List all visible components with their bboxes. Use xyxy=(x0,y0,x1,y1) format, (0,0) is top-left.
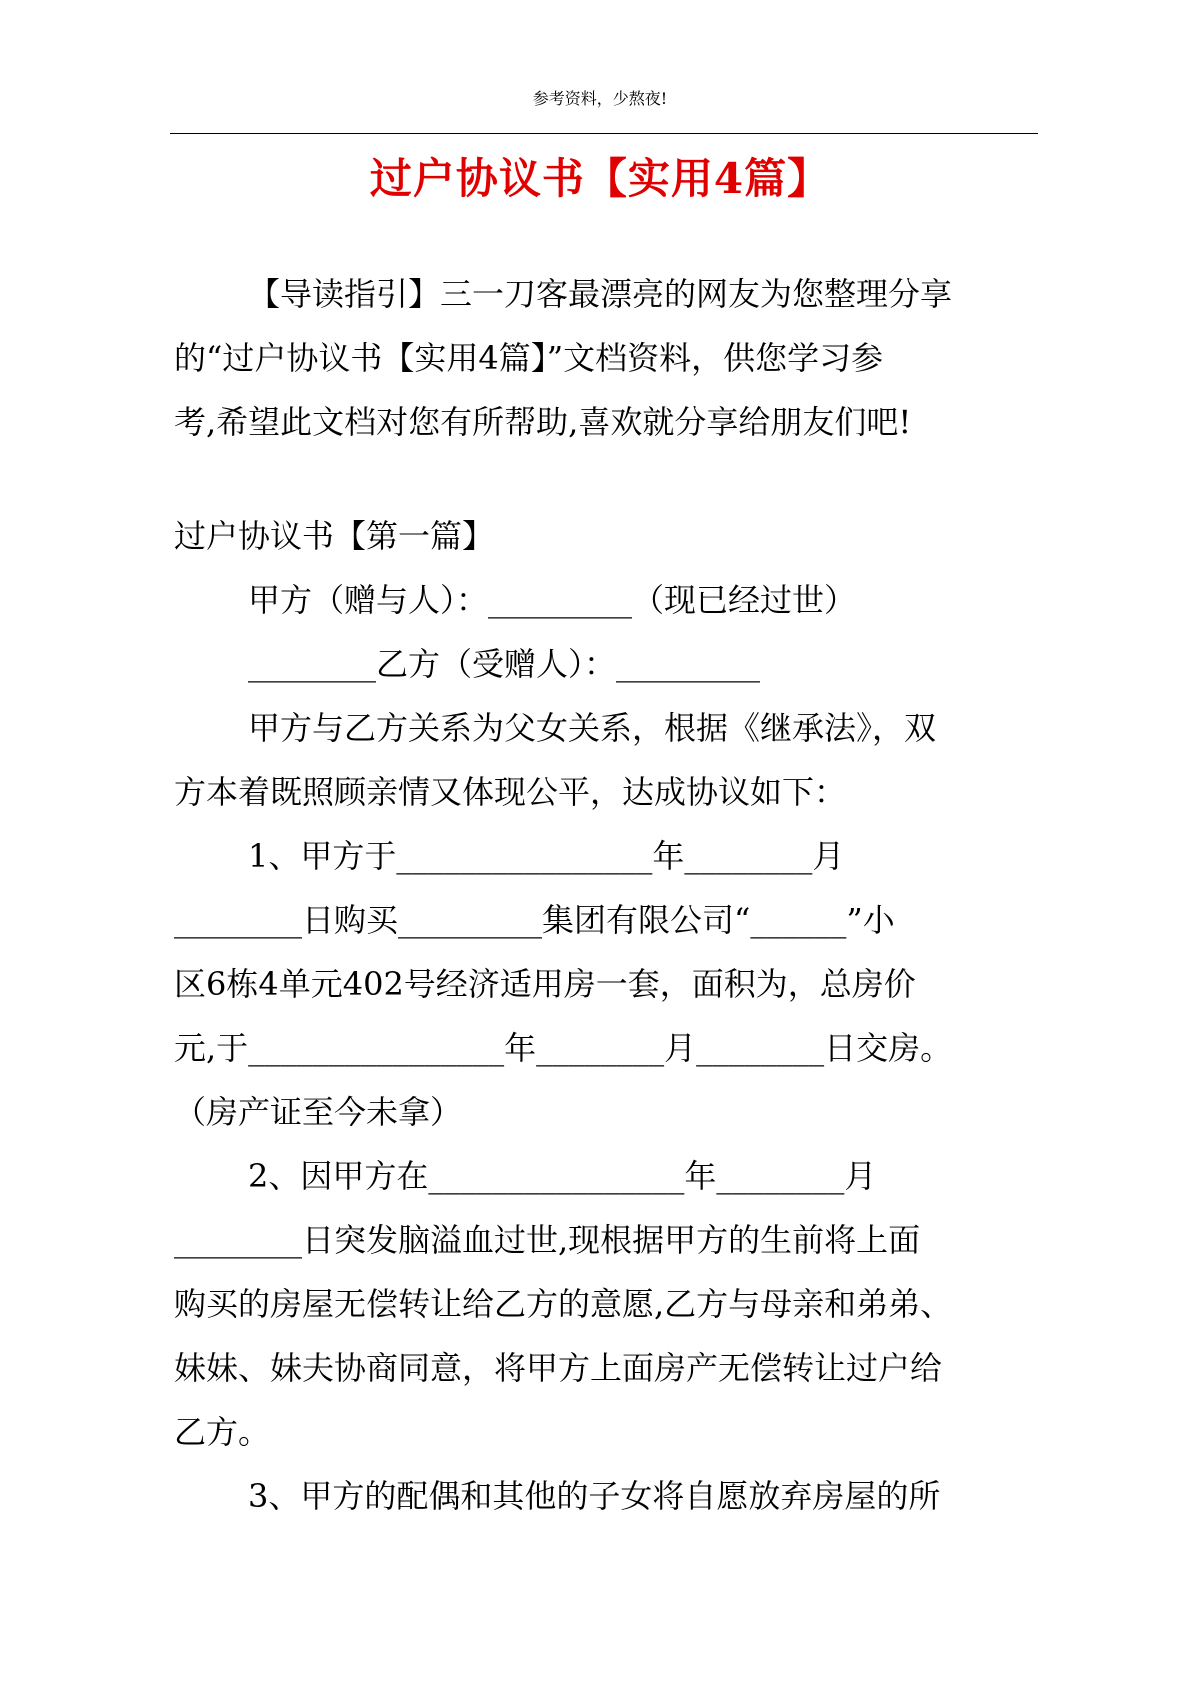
party-a-line: 甲方（赠与人）：_________（现已经过世） xyxy=(248,581,857,619)
clause-2-line: ________日突发脑溢血过世,现根据甲方的生前将上面 xyxy=(174,1221,921,1259)
clause-2-line: 妹妹、妹夫协商同意，将甲方上面房产无偿转让过户给 xyxy=(174,1349,943,1387)
clause-1-line: ________日购买_________集团有限公司“______”小 xyxy=(174,901,895,939)
clause-2-line: 2、因甲方在________________年________月 xyxy=(248,1157,877,1195)
clause-1-line: 1、甲方于________________年________月 xyxy=(248,837,845,875)
section-heading: 过户协议书【第一篇】 xyxy=(174,517,495,555)
party-b-line: ________乙方（受赠人）：_________ xyxy=(248,645,761,683)
header-note: 参考资料，少熬夜! xyxy=(532,89,668,108)
document-body xyxy=(174,262,1054,1528)
intro-line: 【导读指引】三一刀客最漂亮的网友为您整理分享 xyxy=(248,275,953,313)
intro-line: 的“过户协议书【实用4篇】”文档资料，供您学习参 xyxy=(174,339,884,377)
document-title: 过户协议书【实用4篇】 xyxy=(369,154,831,203)
clause-1-line: 元,于________________年________月________日交房。 xyxy=(174,1029,953,1067)
relation-line: 甲方与乙方关系为父女关系，根据《继承法》，双 xyxy=(248,709,937,747)
clause-1-line: （房产证至今未拿） xyxy=(174,1093,463,1131)
intro-line: 考,希望此文档对您有所帮助,喜欢就分享给朋友们吧! xyxy=(174,403,912,441)
clause-1-line: 区6栋4单元402号经济适用房一套，面积为，总房价 xyxy=(174,965,916,1003)
clause-2-line: 购买的房屋无偿转让给乙方的意愿,乙方与母亲和弟弟、 xyxy=(174,1285,953,1323)
header-divider xyxy=(170,133,1038,134)
clause-3-line: 3、甲方的配偶和其他的子女将自愿放弃房屋的所 xyxy=(248,1477,941,1515)
clause-2-line: 乙方。 xyxy=(174,1413,271,1451)
relation-line: 方本着既照顾亲情又体现公平，达成协议如下： xyxy=(174,773,847,811)
